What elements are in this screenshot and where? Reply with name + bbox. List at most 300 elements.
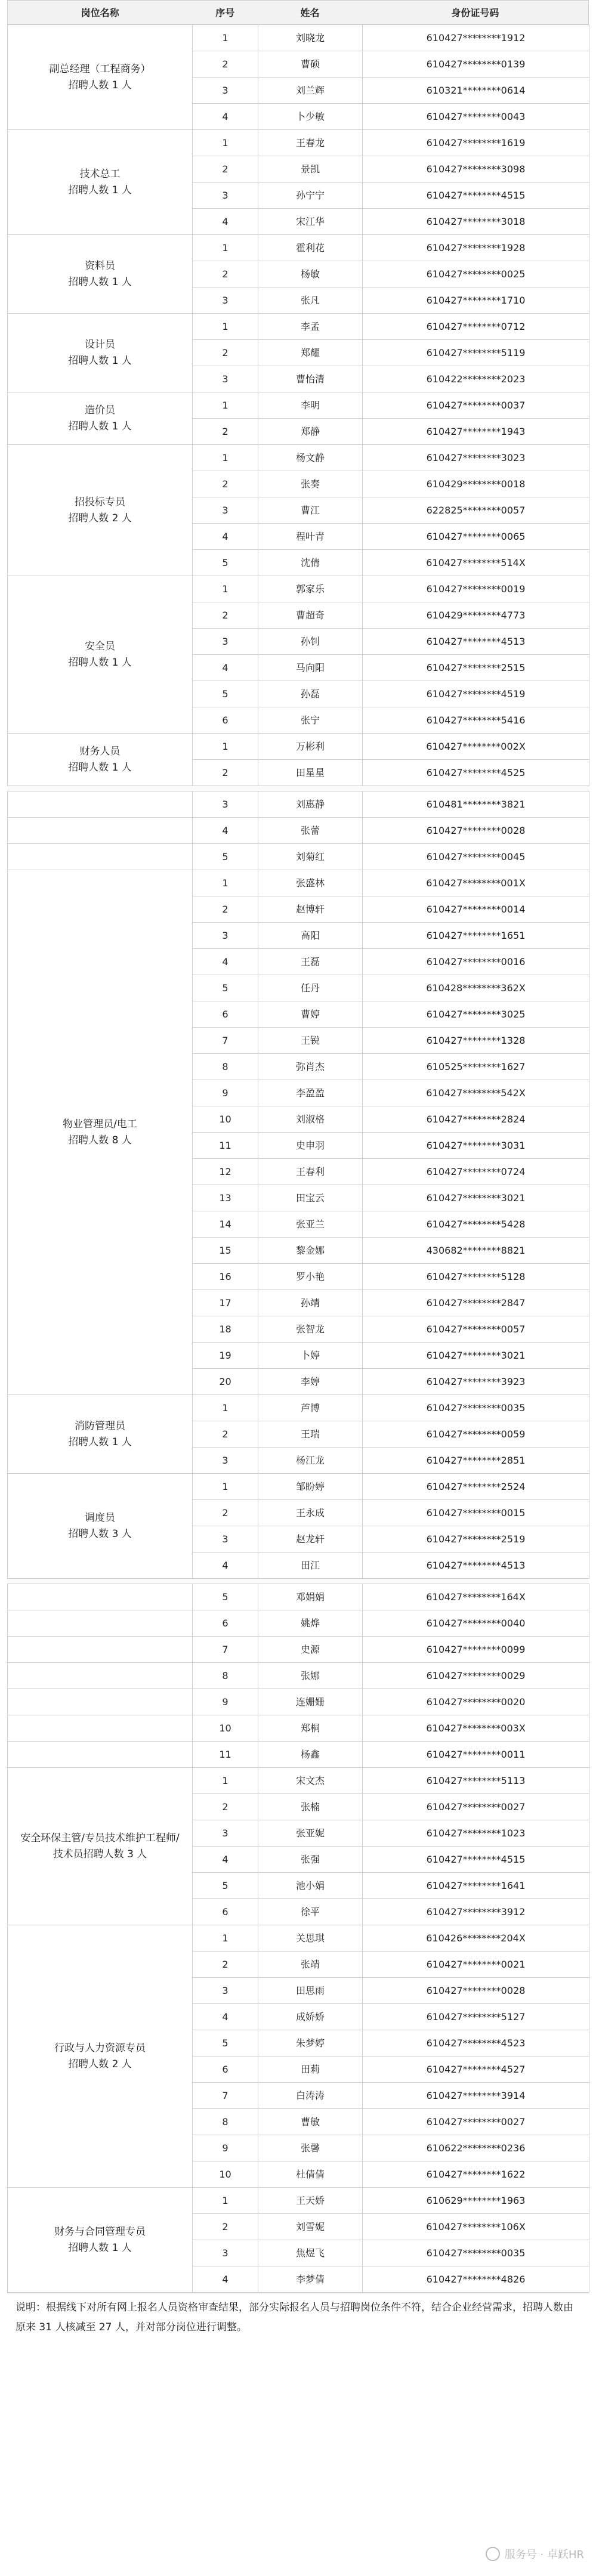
row-index: 4 xyxy=(193,2004,258,2030)
row-id: 610427********3021 xyxy=(363,1343,589,1369)
row-index: 3 xyxy=(193,1448,258,1474)
table-row xyxy=(8,1395,589,1421)
watermark-text: 服务号 · 卓跃HR xyxy=(504,2549,584,2561)
note-text: 说明：根据线下对所有网上报名人员资格审查结果，部分实际报名人员与招聘岗位条件不符，结合企业经营需求，招聘人数由原来 31 人核减至 27 人，并对部分岗位进行调整。 xyxy=(7,2293,589,2342)
row-name: 连姗姗 xyxy=(258,1689,363,1715)
position-cell xyxy=(8,235,193,314)
table-row xyxy=(8,1715,589,1742)
position-quota: 招聘人数 1 人 xyxy=(68,184,132,196)
row-index: 3 xyxy=(193,1820,258,1847)
row-index: 3 xyxy=(193,923,258,949)
table-section-3 xyxy=(7,1584,589,2293)
row-name: 罗小艳 xyxy=(258,1264,363,1290)
row-name: 王春龙 xyxy=(258,130,363,156)
row-name: 曹婷 xyxy=(258,1001,363,1028)
row-id: 610427********542X xyxy=(363,1080,589,1106)
row-name: 孙靖 xyxy=(258,1290,363,1316)
row-name: 张馨 xyxy=(258,2135,363,2161)
table-row xyxy=(8,25,589,51)
position-quota: 招聘人数 1 人 xyxy=(68,79,132,91)
row-index: 3 xyxy=(193,78,258,104)
row-name: 白涛涛 xyxy=(258,2083,363,2109)
row-index: 6 xyxy=(193,1899,258,1925)
row-name: 张靖 xyxy=(258,1952,363,1978)
row-index: 1 xyxy=(193,2188,258,2214)
row-index: 18 xyxy=(193,1316,258,1343)
row-name: 景凯 xyxy=(258,156,363,183)
row-id: 610427********164X xyxy=(363,1584,589,1610)
row-index: 7 xyxy=(193,1637,258,1663)
row-name: 田宝云 xyxy=(258,1185,363,1211)
row-index: 4 xyxy=(193,1553,258,1579)
row-name: 杨文静 xyxy=(258,445,363,471)
row-id: 610427********3021 xyxy=(363,1185,589,1211)
row-id: 610427********2519 xyxy=(363,1526,589,1553)
row-name: 邹盼婷 xyxy=(258,1474,363,1500)
row-index: 6 xyxy=(193,2057,258,2083)
row-id: 610427********1023 xyxy=(363,1820,589,1847)
row-id: 610427********0029 xyxy=(363,1663,589,1689)
row-index: 6 xyxy=(193,1001,258,1028)
row-id: 610427********0057 xyxy=(363,1316,589,1343)
row-name: 李盈盈 xyxy=(258,1080,363,1106)
row-name: 刘雪妮 xyxy=(258,2214,363,2240)
position-cell xyxy=(8,392,193,445)
row-id: 610427********1622 xyxy=(363,2161,589,2188)
row-id: 610427********1710 xyxy=(363,287,589,314)
row-name: 曹敏 xyxy=(258,2109,363,2135)
row-name: 焦煜飞 xyxy=(258,2240,363,2266)
row-name: 成娇娇 xyxy=(258,2004,363,2030)
section-gap xyxy=(7,1579,589,1584)
row-name: 张凡 xyxy=(258,287,363,314)
row-name: 王天娇 xyxy=(258,2188,363,2214)
row-id: 610427********4513 xyxy=(363,629,589,655)
row-index: 4 xyxy=(193,524,258,550)
row-index: 2 xyxy=(193,156,258,183)
row-name: 孙磊 xyxy=(258,681,363,707)
row-id: 610427********0014 xyxy=(363,896,589,923)
row-index: 1 xyxy=(193,314,258,340)
row-name: 程叶青 xyxy=(258,524,363,550)
row-name: 曹怡清 xyxy=(258,366,363,392)
table-row xyxy=(8,2188,589,2214)
row-name: 郑桐 xyxy=(258,1715,363,1742)
position-quota: 招聘人数 2 人 xyxy=(68,2058,132,2070)
row-index: 2 xyxy=(193,896,258,923)
position-title: 技术总工 xyxy=(79,168,121,180)
row-index: 4 xyxy=(193,655,258,681)
row-index: 3 xyxy=(193,1978,258,2004)
table-row xyxy=(8,791,589,818)
table-row xyxy=(8,130,589,156)
position-title: 造价员 xyxy=(85,404,115,416)
row-index: 9 xyxy=(193,1689,258,1715)
position-title: 招投标专员 xyxy=(75,496,125,508)
row-name: 张楠 xyxy=(258,1794,363,1820)
row-id: 430682********8821 xyxy=(363,1238,589,1264)
row-index: 1 xyxy=(193,445,258,471)
row-name: 宋文杰 xyxy=(258,1768,363,1794)
row-index: 1 xyxy=(193,1925,258,1952)
row-name: 霍利花 xyxy=(258,235,363,261)
row-index: 4 xyxy=(193,949,258,975)
row-index: 12 xyxy=(193,1159,258,1185)
row-id: 610427********002X xyxy=(363,734,589,760)
row-id: 622825********0057 xyxy=(363,497,589,524)
position-cell xyxy=(8,1637,193,1663)
table-row xyxy=(8,1474,589,1500)
position-title: 安全员 xyxy=(85,640,115,652)
position-cell xyxy=(8,2188,193,2293)
row-id: 610427********1651 xyxy=(363,923,589,949)
row-id: 610427********4513 xyxy=(363,1553,589,1579)
position-quota: 招聘人数 1 人 xyxy=(68,2241,132,2254)
row-id: 610427********3023 xyxy=(363,445,589,471)
position-title: 调度员 xyxy=(85,1511,115,1524)
row-id: 610427********0712 xyxy=(363,314,589,340)
row-name: 李明 xyxy=(258,392,363,419)
row-id: 610427********2851 xyxy=(363,1448,589,1474)
row-name: 曹超奇 xyxy=(258,602,363,629)
position-cell xyxy=(8,818,193,844)
row-id: 610427********0019 xyxy=(363,576,589,602)
row-id: 610427********4515 xyxy=(363,183,589,209)
row-id: 610427********1619 xyxy=(363,130,589,156)
position-cell xyxy=(8,1395,193,1474)
position-quota: 招聘人数 1 人 xyxy=(68,656,132,669)
row-index: 10 xyxy=(193,2161,258,2188)
row-index: 9 xyxy=(193,2135,258,2161)
table-row xyxy=(8,1637,589,1663)
row-id: 610427********3018 xyxy=(363,209,589,235)
position-cell xyxy=(8,870,193,1395)
position-quota: 招聘人数 8 人 xyxy=(68,1134,132,1146)
row-index: 3 xyxy=(193,1526,258,1553)
row-index: 2 xyxy=(193,261,258,287)
row-id: 610427********0043 xyxy=(363,104,589,130)
row-index: 15 xyxy=(193,1238,258,1264)
position-cell xyxy=(8,1742,193,1768)
row-id: 610427********106X xyxy=(363,2214,589,2240)
position-cell xyxy=(8,1663,193,1689)
row-index: 2 xyxy=(193,1500,258,1526)
row-id: 610622********0236 xyxy=(363,2135,589,2161)
row-name: 杨江龙 xyxy=(258,1448,363,1474)
row-index: 20 xyxy=(193,1369,258,1395)
row-index: 1 xyxy=(193,576,258,602)
row-index: 2 xyxy=(193,1421,258,1448)
row-id: 610427********0028 xyxy=(363,818,589,844)
row-index: 17 xyxy=(193,1290,258,1316)
row-name: 王瑞 xyxy=(258,1421,363,1448)
table-row xyxy=(8,1584,589,1610)
position-cell xyxy=(8,1474,193,1579)
table-row xyxy=(8,870,589,896)
row-name: 李孟 xyxy=(258,314,363,340)
wechat-icon xyxy=(486,2547,500,2561)
row-name: 张娜 xyxy=(258,1663,363,1689)
position-quota: 招聘人数 1 人 xyxy=(68,276,132,288)
table-section-2 xyxy=(7,791,589,1579)
position-quota: 招聘人数 1 人 xyxy=(68,420,132,432)
row-index: 3 xyxy=(193,497,258,524)
row-index: 3 xyxy=(193,183,258,209)
table-row xyxy=(8,818,589,844)
row-index: 5 xyxy=(193,1584,258,1610)
row-id: 610427********4515 xyxy=(363,1847,589,1873)
row-index: 1 xyxy=(193,870,258,896)
table-row xyxy=(8,1610,589,1637)
table-row xyxy=(8,1663,589,1689)
row-index: 9 xyxy=(193,1080,258,1106)
row-index: 3 xyxy=(193,366,258,392)
row-name: 王磊 xyxy=(258,949,363,975)
row-name: 郑静 xyxy=(258,419,363,445)
row-index: 10 xyxy=(193,1106,258,1133)
table-row xyxy=(8,314,589,340)
position-title: 财务与合同管理专员 xyxy=(54,2225,146,2238)
row-id: 610427********3923 xyxy=(363,1369,589,1395)
position-cell xyxy=(8,1584,193,1610)
row-index: 1 xyxy=(193,1395,258,1421)
row-id: 610427********0020 xyxy=(363,1689,589,1715)
row-id: 610427********5119 xyxy=(363,340,589,366)
row-id: 610427********2824 xyxy=(363,1106,589,1133)
row-name: 关思琪 xyxy=(258,1925,363,1952)
row-id: 610427********2847 xyxy=(363,1290,589,1316)
section-gap xyxy=(7,786,589,791)
row-id: 610427********3912 xyxy=(363,1899,589,1925)
row-id: 610427********4519 xyxy=(363,681,589,707)
table-row xyxy=(8,392,589,419)
row-name: 王春利 xyxy=(258,1159,363,1185)
row-name: 杨敏 xyxy=(258,261,363,287)
row-name: 刘淑格 xyxy=(258,1106,363,1133)
row-id: 610427********5416 xyxy=(363,707,589,734)
position-quota: 招聘人数 2 人 xyxy=(68,512,132,524)
position-cell xyxy=(8,1689,193,1715)
table-row xyxy=(8,576,589,602)
row-index: 4 xyxy=(193,209,258,235)
row-index: 4 xyxy=(193,104,258,130)
row-id: 610427********0099 xyxy=(363,1637,589,1663)
row-name: 李婷 xyxy=(258,1369,363,1395)
row-id: 610427********0011 xyxy=(363,1742,589,1768)
row-name: 曹硕 xyxy=(258,51,363,78)
row-index: 16 xyxy=(193,1264,258,1290)
table-row xyxy=(8,1742,589,1768)
row-id: 610427********3098 xyxy=(363,156,589,183)
row-id: 610427********0040 xyxy=(363,1610,589,1637)
table-row xyxy=(8,445,589,471)
row-id: 610427********5113 xyxy=(363,1768,589,1794)
row-id: 610427********0027 xyxy=(363,2109,589,2135)
header-name: 姓名 xyxy=(300,7,320,18)
row-name: 田莉 xyxy=(258,2057,363,2083)
row-index: 7 xyxy=(193,1028,258,1054)
row-index: 4 xyxy=(193,1847,258,1873)
row-id: 610427********5428 xyxy=(363,1211,589,1238)
row-index: 5 xyxy=(193,1873,258,1899)
row-name: 张亚兰 xyxy=(258,1211,363,1238)
row-id: 610427********1641 xyxy=(363,1873,589,1899)
table-row xyxy=(8,844,589,870)
row-index: 1 xyxy=(193,734,258,760)
row-name: 张盛林 xyxy=(258,870,363,896)
row-name: 任丹 xyxy=(258,975,363,1001)
row-name: 郭家乐 xyxy=(258,576,363,602)
row-name: 卜少敏 xyxy=(258,104,363,130)
row-name: 田思雨 xyxy=(258,1978,363,2004)
row-id: 610427********0025 xyxy=(363,261,589,287)
row-name: 邓娟娟 xyxy=(258,1584,363,1610)
table-row xyxy=(8,1689,589,1715)
row-id: 610629********1963 xyxy=(363,2188,589,2214)
row-index: 13 xyxy=(193,1185,258,1211)
row-id: 610422********2023 xyxy=(363,366,589,392)
row-index: 10 xyxy=(193,1715,258,1742)
row-id: 610427********0035 xyxy=(363,1395,589,1421)
row-index: 14 xyxy=(193,1211,258,1238)
position-title: 财务人员 xyxy=(79,745,121,757)
row-id: 610427********1328 xyxy=(363,1028,589,1054)
row-name: 赵博轩 xyxy=(258,896,363,923)
row-index: 8 xyxy=(193,2109,258,2135)
row-name: 沈倩 xyxy=(258,550,363,576)
position-cell xyxy=(8,1925,193,2188)
row-name: 张奏 xyxy=(258,471,363,497)
row-index: 5 xyxy=(193,975,258,1001)
row-id: 610481********3821 xyxy=(363,791,589,818)
position-cell xyxy=(8,1610,193,1637)
row-index: 3 xyxy=(193,287,258,314)
row-id: 610427********0045 xyxy=(363,844,589,870)
row-index: 1 xyxy=(193,25,258,51)
table-row xyxy=(8,1768,589,1794)
row-index: 1 xyxy=(193,130,258,156)
row-name: 卜婷 xyxy=(258,1343,363,1369)
row-id: 610427********5127 xyxy=(363,2004,589,2030)
row-index: 8 xyxy=(193,1663,258,1689)
row-index: 1 xyxy=(193,392,258,419)
row-name: 万彬利 xyxy=(258,734,363,760)
row-name: 杜倩倩 xyxy=(258,2161,363,2188)
row-name: 王锐 xyxy=(258,1028,363,1054)
row-id: 610321********0614 xyxy=(363,78,589,104)
row-name: 刘菊红 xyxy=(258,844,363,870)
row-name: 王永成 xyxy=(258,1500,363,1526)
row-name: 徐平 xyxy=(258,1899,363,1925)
row-index: 2 xyxy=(193,602,258,629)
position-cell xyxy=(8,445,193,576)
row-index: 3 xyxy=(193,2240,258,2266)
row-id: 610427********003X xyxy=(363,1715,589,1742)
row-name: 田江 xyxy=(258,1553,363,1579)
row-index: 4 xyxy=(193,2266,258,2293)
row-name: 池小娟 xyxy=(258,1873,363,1899)
row-name: 高阳 xyxy=(258,923,363,949)
row-id: 610427********1912 xyxy=(363,25,589,51)
row-name: 朱梦婷 xyxy=(258,2030,363,2057)
row-name: 马向阳 xyxy=(258,655,363,681)
row-id: 610525********1627 xyxy=(363,1054,589,1080)
position-cell xyxy=(8,1715,193,1742)
position-cell xyxy=(8,791,193,818)
row-index: 5 xyxy=(193,681,258,707)
row-id: 610427********0028 xyxy=(363,1978,589,2004)
row-id: 610429********4773 xyxy=(363,602,589,629)
row-name: 杨鑫 xyxy=(258,1742,363,1768)
row-id: 610427********0021 xyxy=(363,1952,589,1978)
position-title: 副总经理（工程商务） xyxy=(49,63,151,75)
row-id: 610427********3914 xyxy=(363,2083,589,2109)
position-cell xyxy=(8,314,193,392)
position-title: 安全环保主管/专员技术维护工程师/技术员招聘人数 3 人 xyxy=(20,1832,180,1860)
row-id: 610427********0139 xyxy=(363,51,589,78)
row-index: 3 xyxy=(193,629,258,655)
position-title: 设计员 xyxy=(85,338,115,351)
row-id: 610427********3025 xyxy=(363,1001,589,1028)
row-name: 史源 xyxy=(258,1637,363,1663)
position-quota: 招聘人数 3 人 xyxy=(68,1527,132,1540)
table-row xyxy=(8,235,589,261)
row-id: 610427********4525 xyxy=(363,760,589,786)
row-name: 刘惠静 xyxy=(258,791,363,818)
row-name: 张亚妮 xyxy=(258,1820,363,1847)
row-index: 19 xyxy=(193,1343,258,1369)
row-id: 610427********0037 xyxy=(363,392,589,419)
row-name: 姚烨 xyxy=(258,1610,363,1637)
row-id: 610427********2515 xyxy=(363,655,589,681)
header-id: 身份证号码 xyxy=(451,7,499,18)
watermark xyxy=(0,2542,596,2566)
row-id: 610429********0018 xyxy=(363,471,589,497)
row-name: 张智龙 xyxy=(258,1316,363,1343)
position-title: 物业管理员/电工 xyxy=(63,1118,137,1130)
row-id: 610427********001X xyxy=(363,870,589,896)
row-id: 610427********4523 xyxy=(363,2030,589,2057)
row-id: 610427********0059 xyxy=(363,1421,589,1448)
row-id: 610427********4527 xyxy=(363,2057,589,2083)
position-quota: 招聘人数 1 人 xyxy=(68,761,132,774)
row-id: 610427********0724 xyxy=(363,1159,589,1185)
row-index: 1 xyxy=(193,1768,258,1794)
row-name: 田星星 xyxy=(258,760,363,786)
row-index: 11 xyxy=(193,1742,258,1768)
row-name: 芦博 xyxy=(258,1395,363,1421)
row-id: 610427********1928 xyxy=(363,235,589,261)
position-cell xyxy=(8,25,193,130)
row-id: 610426********204X xyxy=(363,1925,589,1952)
row-index: 2 xyxy=(193,1794,258,1820)
position-cell xyxy=(8,1768,193,1925)
row-index: 6 xyxy=(193,707,258,734)
row-id: 610428********362X xyxy=(363,975,589,1001)
row-index: 8 xyxy=(193,1054,258,1080)
position-title: 资料员 xyxy=(85,259,115,272)
row-name: 史申羽 xyxy=(258,1133,363,1159)
row-index: 3 xyxy=(193,791,258,818)
row-index: 5 xyxy=(193,2030,258,2057)
table-row xyxy=(8,1925,589,1952)
row-name: 张强 xyxy=(258,1847,363,1873)
row-name: 宋江华 xyxy=(258,209,363,235)
row-name: 张宁 xyxy=(258,707,363,734)
header-position: 岗位名称 xyxy=(81,7,119,18)
row-id: 610427********0015 xyxy=(363,1500,589,1526)
row-id: 610427********514X xyxy=(363,550,589,576)
